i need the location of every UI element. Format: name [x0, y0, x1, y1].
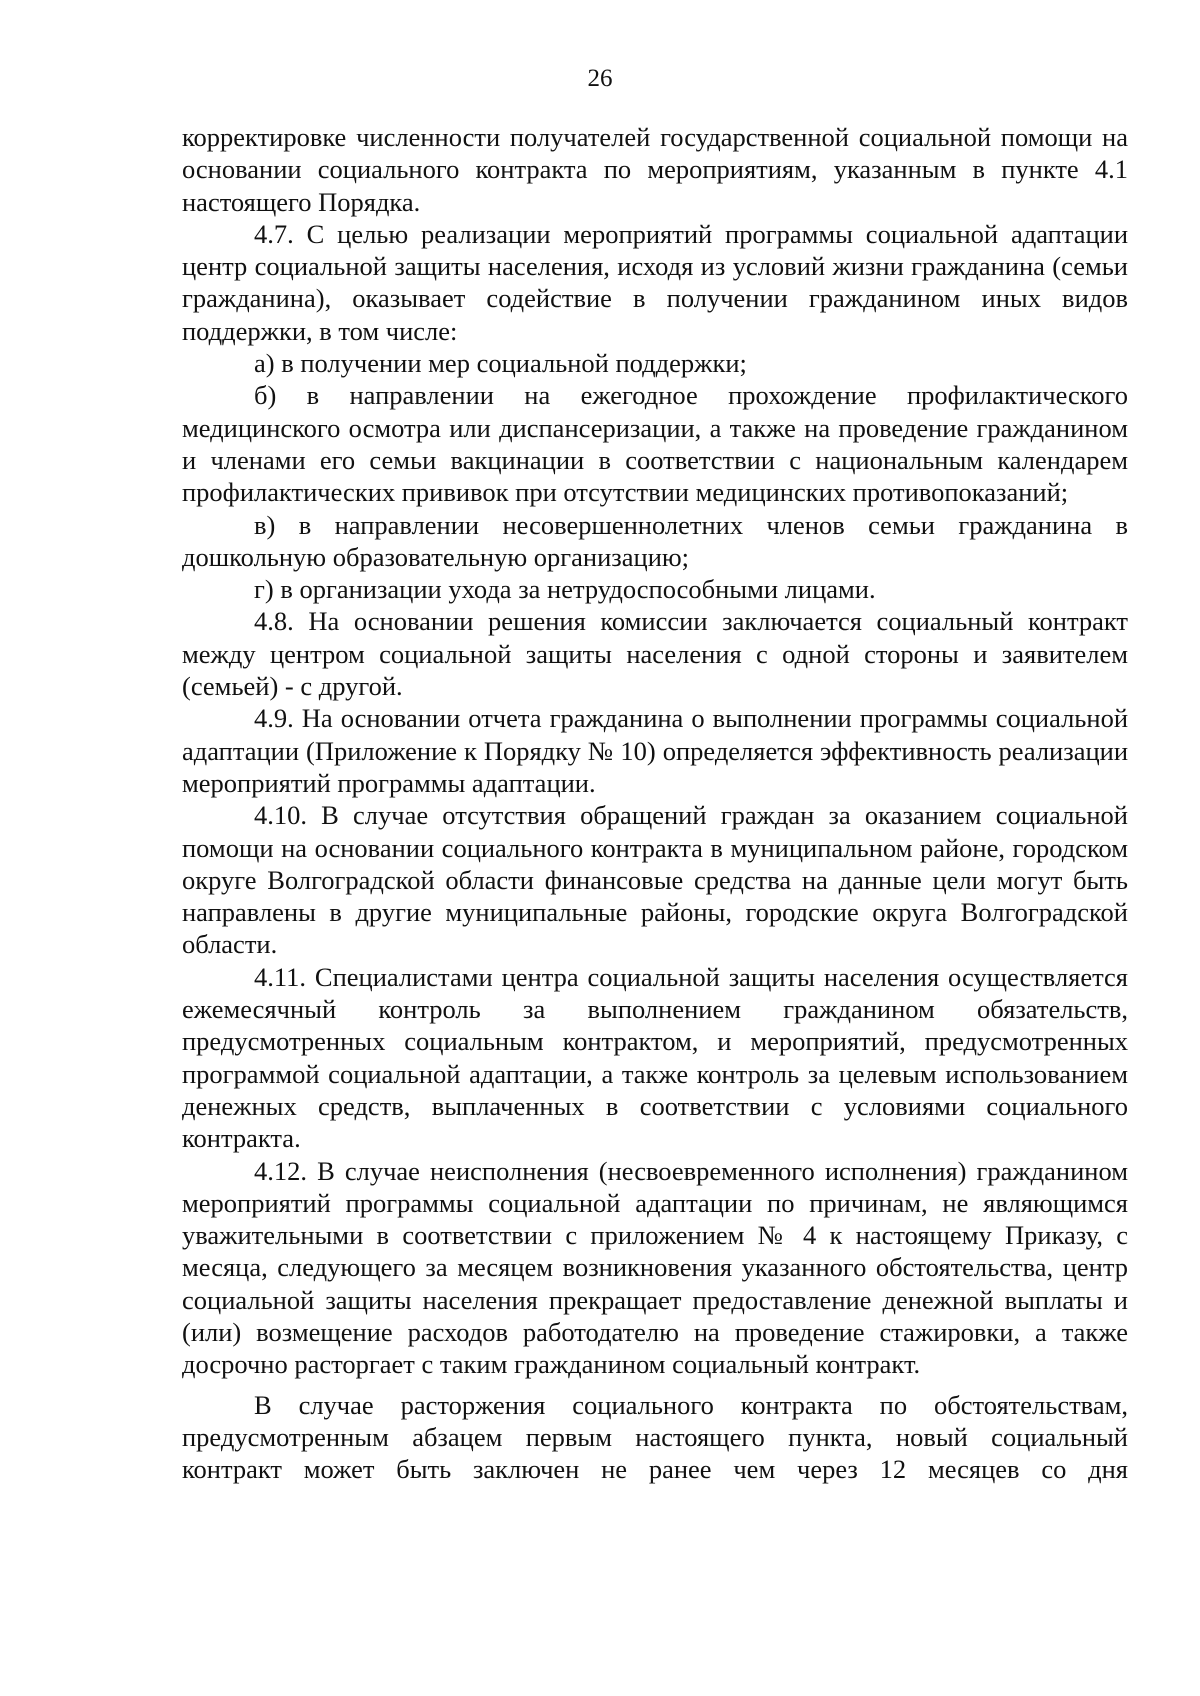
- paragraph-4-8: 4.8. На основании решения комиссии заключается социальный контракт между центром социальной защиты населения с одной стороны и заявителем (семьей) - с другой.: [182, 606, 1128, 702]
- list-item-g: г) в организации ухода за нетрудоспособными лицами.: [254, 574, 876, 605]
- paragraph-4-12: 4.12. В случае неисполнения (несвоевременного исполнения) гражданином мероприятий программы социальной адаптации по причинам, не являющимся уважительными в соответствии с приложением № 4 к настоящему Приказу, с месяца, следующего за месяцем возникновения указанного обстоятельства, центр социальной защиты населения прекращает предоставление денежной выплаты и (или) возмещение расходов работодателю на проведение стажировки, а также досрочно расторгает с таким гражданином социальный контракт.: [182, 1155, 1128, 1380]
- paragraph-4-7: 4.7. С целью реализации мероприятий программы социальной адаптации центр социальной защиты населения, исходя из условий жизни гражданина (семьи гражданина), оказывает содействие в получении гражданином иных видов поддержки, в том числе:: [182, 218, 1128, 346]
- paragraph-continuation: корректировке численности получателей государственной социальной помощи на основании социального контракта по мероприятиям, указанным в пункте 4.1 настоящего Порядка.: [182, 122, 1128, 217]
- list-item-v: в) в направлении несовершеннолетних членов семьи гражданина в дошкольную образовательную организацию;: [182, 509, 1128, 572]
- paragraph-4-11: 4.11. Специалистами центра социальной защиты населения осуществляется ежемесячный контроль за выполнением гражданином обязательств, предусмотренных социальным контрактом, и мероприятий, предусмотренных программой социальной адаптации, а также контроль за целевым использованием денежных средств, выплаченных в соответствии с условиями социального контракта.: [182, 961, 1128, 1154]
- paragraph-4-10: 4.10. В случае отсутствия обращений граждан за оказанием социальной помощи на основании социального контракта в муниципальном районе, городском округе Волгоградской области финансовые средства на данные цели могут быть направлены в другие муниципальные районы, городские округа Волгоградской области.: [182, 800, 1128, 960]
- list-item-b: б) в направлении на ежегодное прохождение профилактического медицинского осмотра или диспансеризации, а также на проведение гражданином и членами его семьи вакцинации в соответствии с национальным календарем профилактических прививок при отсутствии медицинских противопоказаний;: [182, 380, 1128, 508]
- paragraph-termination: В случае расторжения социального контракта по обстоятельствам, предусмотренным абзацем первым настоящего пункта, новый социальный контракт может быть заключен не ранее чем через 12 месяцев со дня: [182, 1389, 1128, 1485]
- paragraph-4-9: 4.9. На основании отчета гражданина о выполнении программы социальной адаптации (Приложение к Порядку № 10) определяется эффективность реализации мероприятий программы адаптации.: [182, 703, 1128, 798]
- page-number: 26: [587, 65, 613, 92]
- list-item-a: а) в получении мер социальной поддержки;: [254, 348, 747, 379]
- document-body: [182, 121, 1128, 1485]
